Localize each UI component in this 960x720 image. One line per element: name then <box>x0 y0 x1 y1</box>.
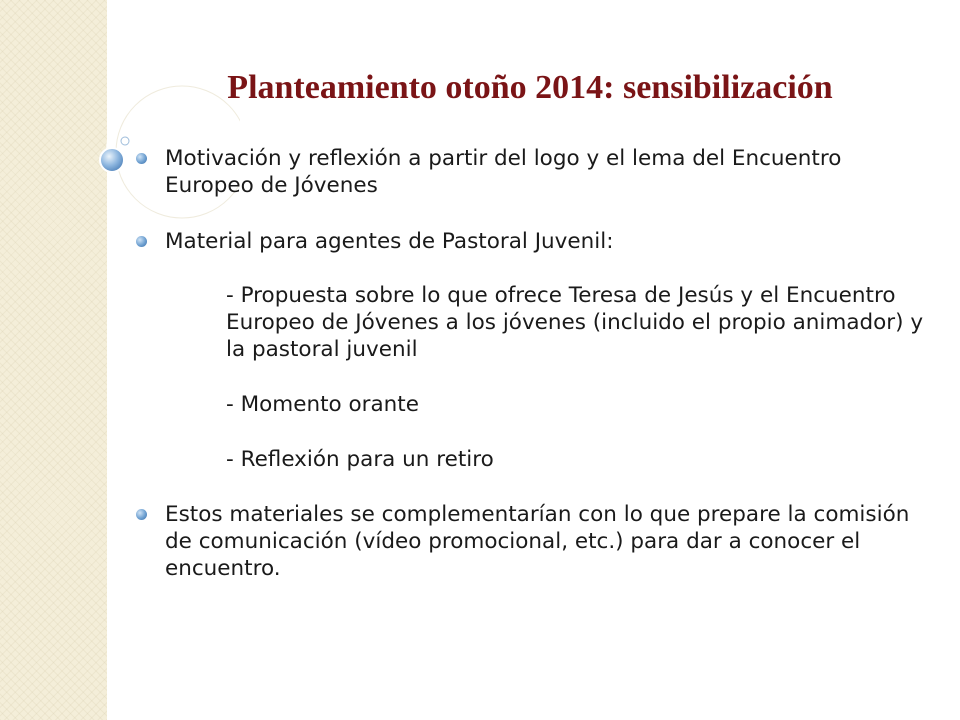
bullet-item-estos-materiales <box>132 501 932 582</box>
blue-orb-icon <box>100 148 124 172</box>
small-orb-icon <box>121 137 129 145</box>
subitem-text: - Momento orante <box>226 392 419 417</box>
bullet-text: Motivación y reflexión a partir del logo y el lema del Encuentro Europeo de Jóvenes <box>165 146 842 198</box>
bullet-dot-icon <box>136 153 147 164</box>
slide-content <box>132 140 932 582</box>
subitem-propuesta <box>132 282 932 363</box>
bullet-dot-icon <box>136 236 147 247</box>
subitem-reflexion-retiro <box>132 446 932 473</box>
bullet-dot-icon <box>136 509 147 520</box>
bullet-text: Estos materiales se complementarían con lo que prepare la comisión de comunicación (vídeo promocional, etc.) para dar a conocer el encuentro. <box>165 502 910 581</box>
subitem-text: - Reflexión para un retiro <box>226 447 494 472</box>
subitem-momento-orante <box>132 391 932 418</box>
bullet-item-material <box>132 228 932 255</box>
slide-title: Planteamiento otoño 2014: sensibilización <box>227 69 833 106</box>
bullet-item-motivacion <box>132 145 932 199</box>
subitem-text: - Propuesta sobre lo que ofrece Teresa de Jesús y el Encuentro Europeo de Jóvenes a los jóvenes (incluido el propio animador) y la pastoral juvenil <box>226 283 924 362</box>
bullet-text: Material para agentes de Pastoral Juvenil: <box>165 229 614 254</box>
